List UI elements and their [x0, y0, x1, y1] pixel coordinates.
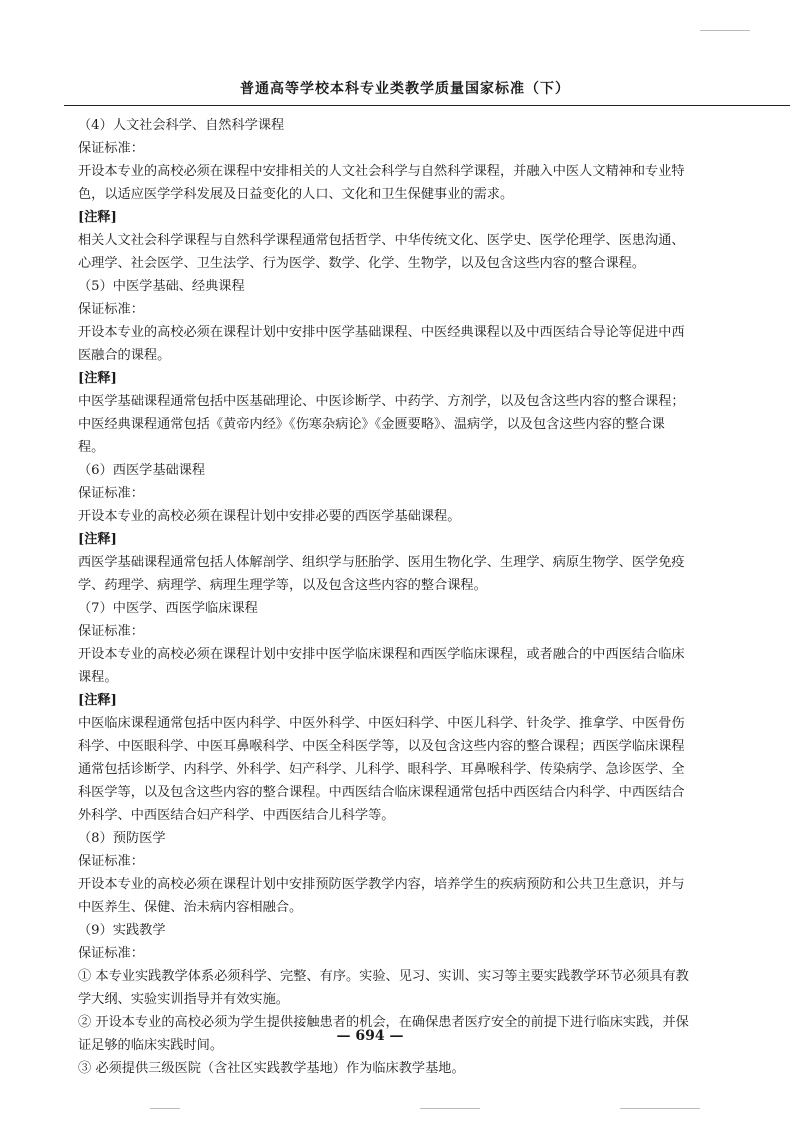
- note-label: [注释]: [78, 532, 117, 547]
- standard-label: 保证标准：: [78, 141, 144, 156]
- practice-item-1: ① 本专业实践教学体系必须科学、完整、有序。实验、见习、实训、实习等主要实践教学环节必须具有教学大纲、实验实训指导并有效实施。: [78, 969, 689, 1007]
- section-heading-8: （8）预防医学: [78, 831, 166, 846]
- page-number: — 694 —: [336, 1028, 404, 1044]
- section-heading-7: （7）中医学、西医学临床课程: [78, 601, 258, 616]
- section-heading-6: （6）西医学基础课程: [78, 463, 206, 478]
- header-rule: [64, 105, 790, 106]
- section-heading-9: （9）实践教学: [78, 923, 166, 938]
- scan-speck: [150, 1108, 180, 1109]
- standard-text: 开设本专业的高校必须在课程计划中安排预防医学教学内容，培养学生的疾病预防和公共卫生意识，并与中医养生、保健、治未病内容相融合。: [78, 877, 685, 915]
- standard-text: 开设本专业的高校必须在课程中安排相关的人文社会科学与自然科学课程，并融入中医人文精神和专业特色，以适应医学学科发展及日益变化的人口、文化和卫生保健事业的需求。: [78, 164, 685, 202]
- note-label: [注释]: [78, 371, 117, 386]
- standard-label: 保证标准：: [78, 624, 144, 639]
- running-header: 普通高等学校本科专业类教学质量国家标准（下）: [240, 81, 570, 97]
- standard-label: 保证标准：: [78, 946, 144, 961]
- practice-item-2: ② 开设本专业的高校必须为学生提供接触患者的机会，在确保患者医疗安全的前提下进行临床实践，并保证足够的临床实践时间。: [78, 1015, 689, 1053]
- standard-text: 开设本专业的高校必须在课程计划中安排中医学基础课程、中医经典课程以及中西医结合导论等促进中西医融合的课程。: [78, 325, 685, 363]
- standard-label: 保证标准：: [78, 486, 144, 501]
- standard-label: 保证标准：: [78, 854, 144, 869]
- note-text: 相关人文社会科学课程与自然科学课程通常包括哲学、中华传统文化、医学史、医学伦理学、医患沟通、心理学、社会医学、卫生法学、行为医学、数学、化学、生物学，以及包含这些内容的整合课程。: [78, 233, 685, 271]
- standard-text: 开设本专业的高校必须在课程计划中安排中医学临床课程和西医学临床课程，或者融合的中西医结合临床课程。: [78, 647, 685, 685]
- note-label: [注释]: [78, 210, 117, 225]
- scan-speck: [420, 1108, 480, 1109]
- standard-text: 开设本专业的高校必须在课程计划中安排必要的西医学基础课程。: [78, 509, 461, 524]
- scan-speck: [620, 1108, 700, 1109]
- note-text: 中医临床课程通常包括中医内科学、中医外科学、中医妇科学、中医儿科学、针灸学、推拿学、中医骨伤科学、中医眼科学、中医耳鼻喉科学、中医全科医学等，以及包含这些内容的整合课程；西医学临床课程通常包括诊断学、内科学、外科学、妇产科学、儿科学、眼科学、耳鼻喉科学、传染病学、急诊医学、全科医学等，以及包含这些内容的整合课程。中西医结合临床课程通常包括中西医结合内科学、中西医结合外科学、中西医结合妇产科学、中西医结合儿科学等。: [78, 716, 685, 823]
- note-label: [注释]: [78, 693, 117, 708]
- practice-item-3: ③ 必须提供三级医院（含社区实践教学基地）作为临床教学基地。: [78, 1061, 465, 1076]
- section-heading-5: （5）中医学基础、经典课程: [78, 279, 245, 294]
- section-heading-4: （4）人文社会科学、自然科学课程: [78, 118, 285, 133]
- note-text: 西医学基础课程通常包括人体解剖学、组织学与胚胎学、医用生物化学、生理学、病原生物学、医学免疫学、药理学、病理学、病理生理学等，以及包含这些内容的整合课程。: [78, 555, 685, 593]
- page-body: [78, 114, 690, 1080]
- note-text: 中医学基础课程通常包括中医基础理论、中医诊断学、中药学、方剂学，以及包含这些内容的整合课程；中医经典课程通常包括《黄帝内经》《伤寒杂病论》《金匮要略》、温病学，以及包含这些内容的整合课程。: [78, 394, 685, 455]
- standard-label: 保证标准：: [78, 302, 144, 317]
- scan-speck: [700, 30, 750, 31]
